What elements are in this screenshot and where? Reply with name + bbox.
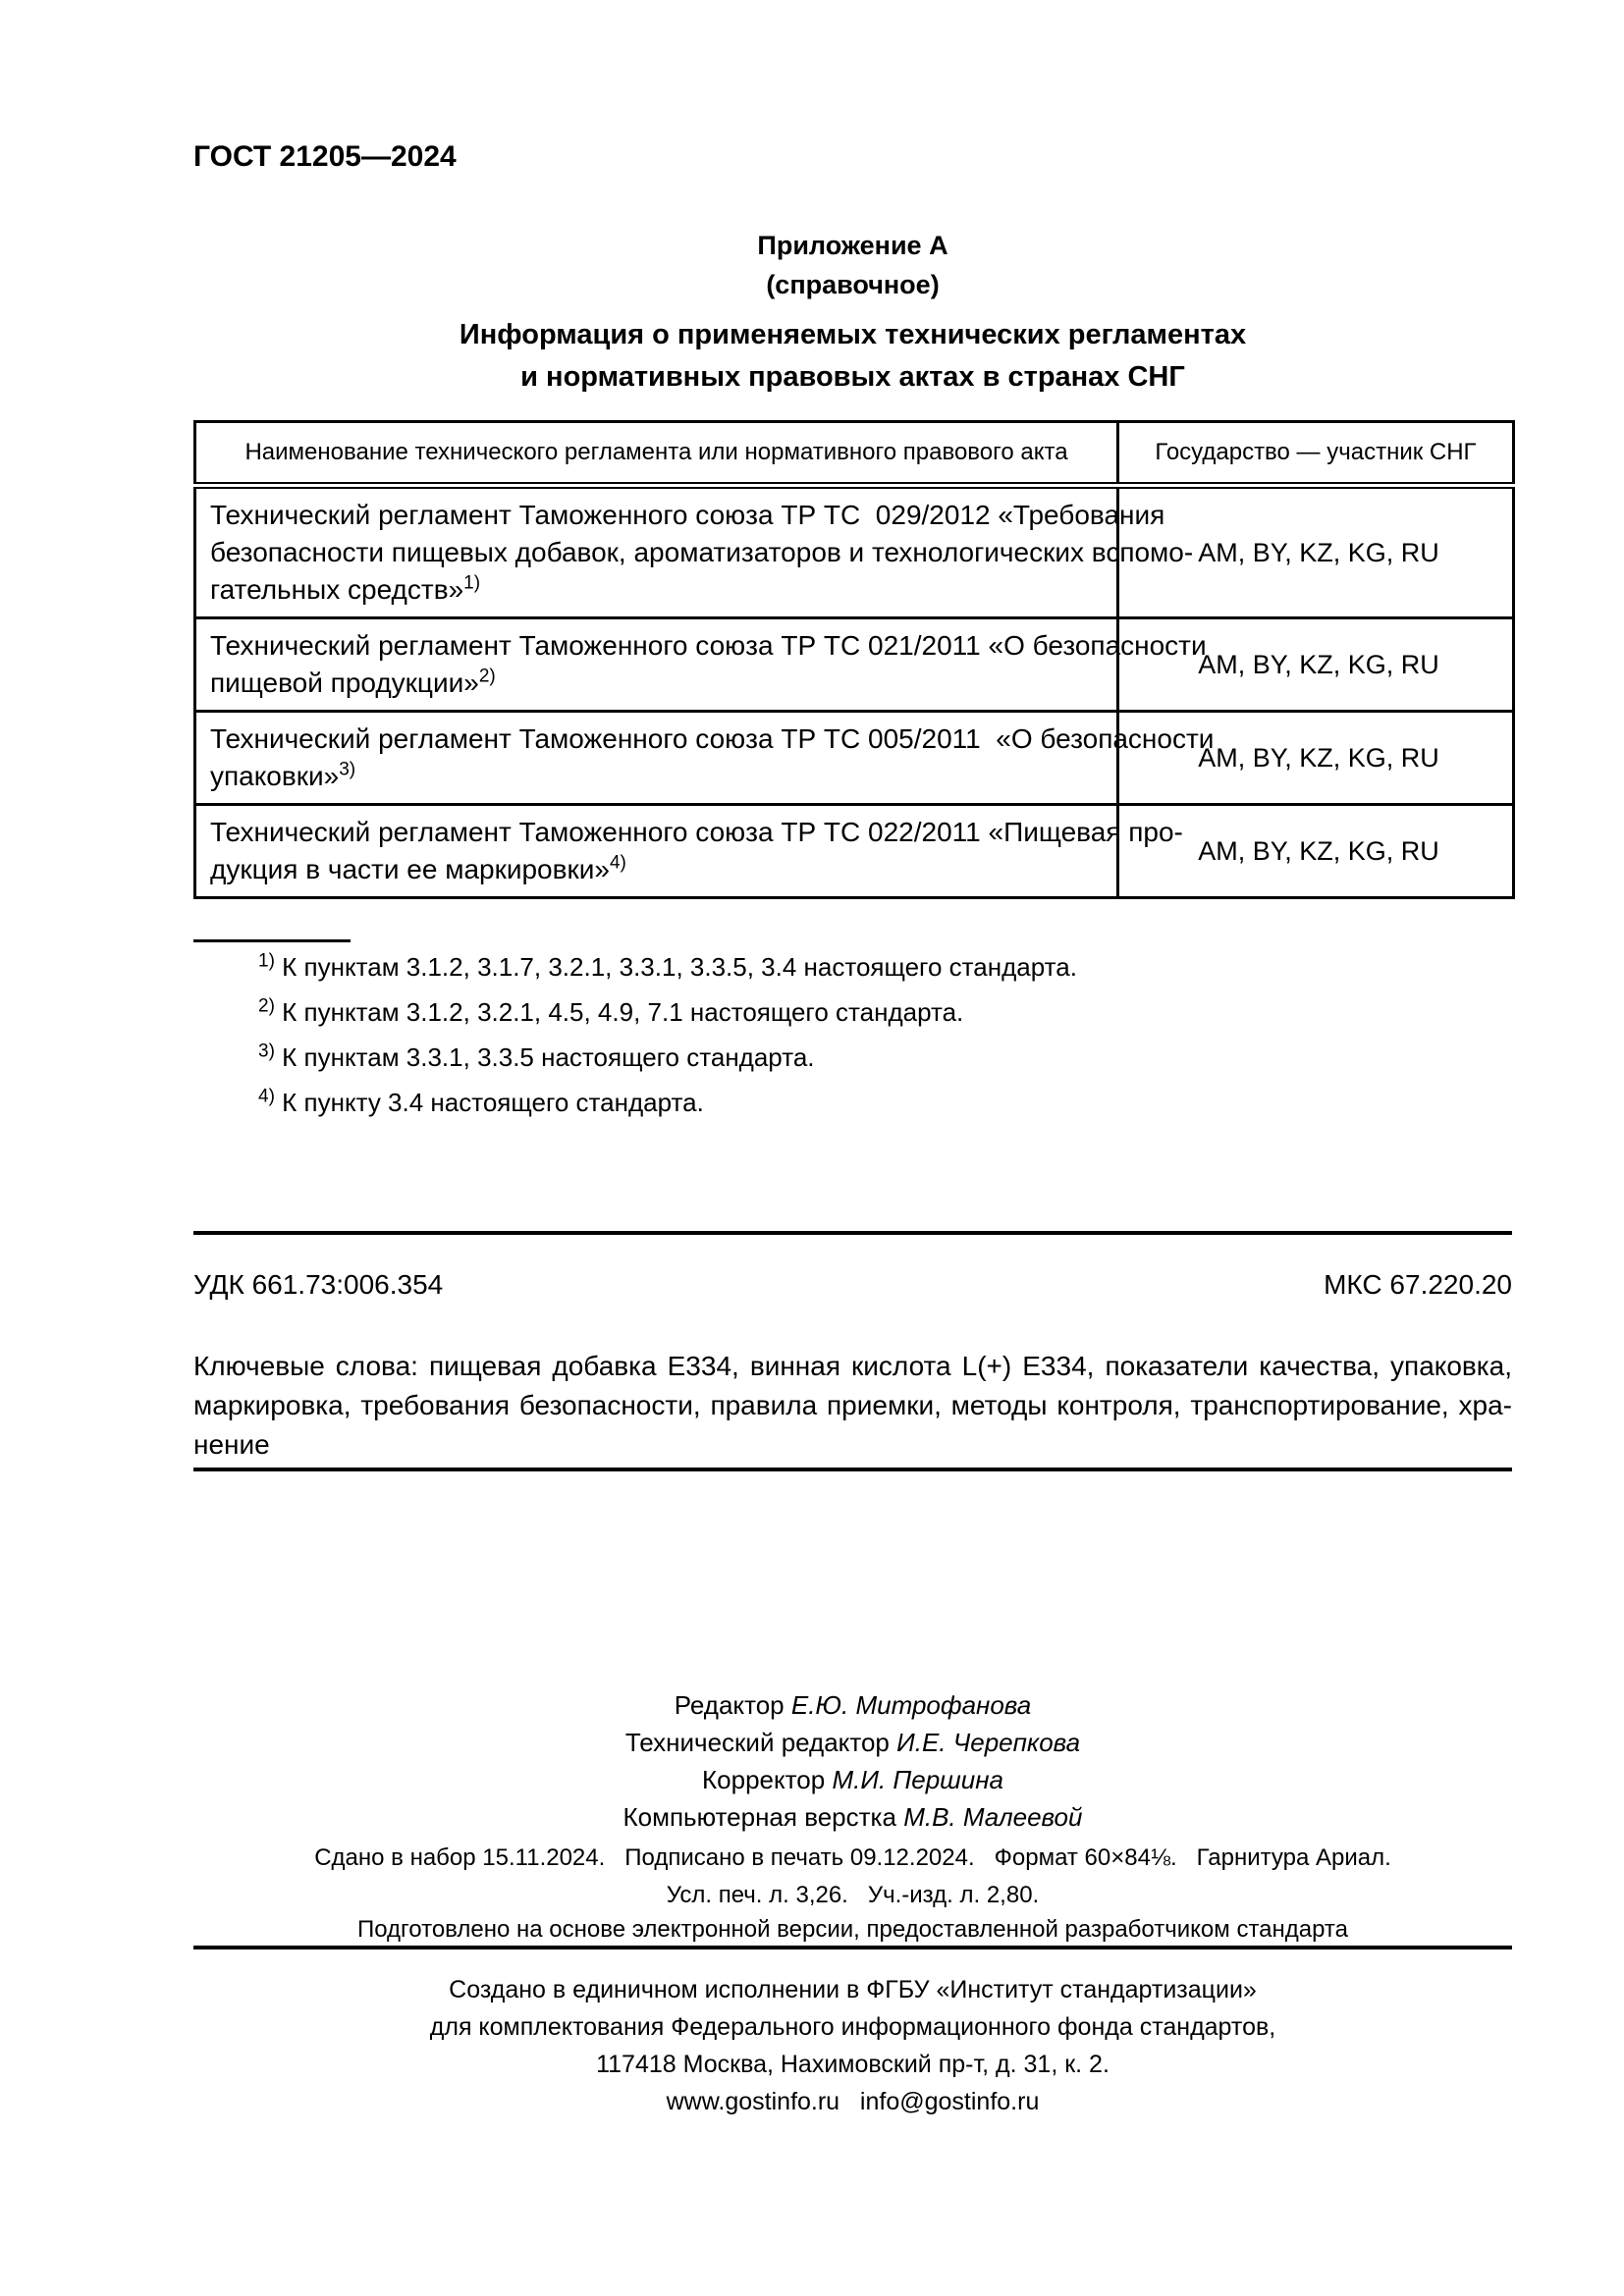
classification-line [193,1269,1512,1301]
regulation-name-line [210,665,1109,702]
states-cell: AM, BY, KZ, KG, RU [1118,486,1514,618]
regulation-name-line [210,571,1109,609]
table-header-states: Государство — участник СНГ [1118,422,1514,486]
regulation-footnote-ref: 2) [478,666,496,687]
imprint-line: Усл. печ. л. 3,26. Уч.-изд. л. 2,80. [666,1882,1040,1908]
staff-role: Редактор [674,1690,785,1720]
regulation-footnote-ref: 1) [463,572,481,594]
appendix-type: (справочное) [766,270,940,299]
footnote-rule [193,939,351,942]
doc-code: ГОСТ 21205—2024 [193,140,457,173]
staff-role: Технический редактор [624,1728,890,1757]
footnote-item [258,989,1505,1035]
footnote-ref: 4) [258,1086,275,1107]
staff-block [193,1686,1512,1836]
states-cell: AM, BY, KZ, KG, RU [1118,712,1514,805]
appendix-label: Приложение А [757,231,948,260]
footnote-text: К пунктам 3.3.1, 3.3.5 настоящего стандарта. [282,1042,815,1072]
divider-rule [193,1231,1512,1235]
regulation-name-cell [195,486,1194,618]
regulation-name-last: гательных средств» [210,574,464,605]
publisher-line: 117418 Москва, Нахимовский пр-т, д. 31, к. 2. [596,2051,1110,2078]
regulation-name-line [210,758,1109,795]
publisher-line: www.gostinfo.ru info@gostinfo.ru [666,2088,1040,2115]
table-header-name: Наименование технического регламента или нормативного правового акта [195,422,1118,486]
staff-line [193,1761,1512,1798]
footnote-item [258,1035,1505,1080]
prepared-note: Подготовлено на основе электронной версии, предоставленной разработчиком стандарта [356,1916,1349,1943]
regulation-footnote-ref: 3) [339,759,356,780]
staff-name: И.Е. Черепкова [896,1728,1081,1757]
staff-line [193,1798,1512,1836]
keywords-line: Ключевые слова: пищевая добавка Е334, винная кислота L(+) Е334, показатели качества, упаковка, [193,1351,1512,1381]
table-row [195,805,1514,898]
regulation-name-line: Технический регламент Таможенного союза ТР ТС 029/2012 «Требования [210,500,1165,530]
regulation-name-cell [195,805,1183,898]
imprint-line: Сдано в набор 15.11.2024. Подписано в печать 09.12.2024. Формат 60×84⅛. Гарнитура Ариал. [314,1844,1391,1871]
footnote-text: К пунктам 3.1.2, 3.2.1, 4.5, 4.9, 7.1 настоящего стандарта. [282,997,964,1027]
staff-name: М.И. Першина [832,1765,1003,1794]
staff-name: Е.Ю. Митрофанова [790,1690,1032,1720]
table-row [195,486,1514,618]
udk-code: УДК 661.73:006.354 [193,1269,444,1300]
footnote-text: К пунктам 3.1.2, 3.1.7, 3.2.1, 3.3.1, 3.3.5, 3.4 настоящего стандарта. [282,952,1077,982]
footnote-ref: 3) [258,1041,275,1062]
regulation-name-line: безопасности пищевых добавок, ароматизаторов и технологических вспомо- [210,537,1194,567]
footnote-text: К пункту 3.4 настоящего стандарта. [282,1088,704,1117]
regulations-table-wrapper [193,420,1512,899]
table-row [195,712,1514,805]
regulations-table [193,420,1515,899]
keywords-paragraph [193,1347,1512,1465]
page-title-line-1: Информация о применяемых технических регламентах [459,319,1247,350]
staff-line [193,1724,1512,1761]
appendix-heading [193,226,1512,304]
footnote-item [258,944,1505,989]
staff-line [193,1686,1512,1724]
footnote-item [258,1080,1505,1125]
footnotes [258,944,1505,1125]
publisher-line: Создано в единичном исполнении в ФГБУ «Институт стандартизации» [449,1976,1257,2003]
regulation-footnote-ref: 4) [609,852,626,874]
regulation-name-last: упаковки» [210,761,340,791]
staff-role: Компьютерная верстка [623,1802,896,1832]
page-title-line-2: и нормативных правовых актах в странах СНГ [520,361,1185,393]
page-title [193,314,1512,399]
states-cell: AM, BY, KZ, KG, RU [1118,618,1514,712]
divider-rule [193,1946,1512,1949]
mks-code: МКС 67.220.20 [1324,1269,1512,1300]
regulation-name-last: дукция в части ее маркировки» [210,854,610,884]
regulation-name-cell [195,618,1207,712]
regulation-name-line: Технический регламент Таможенного союза ТР ТС 021/2011 «О безопасности [210,630,1207,661]
regulation-name-last: пищевой продукции» [210,667,479,698]
publisher-line: для комплектования Федерального информационного фонда стандартов, [429,2013,1276,2041]
states-cell: AM, BY, KZ, KG, RU [1118,805,1514,898]
publisher-block [193,1971,1512,2120]
footnote-ref: 2) [258,995,275,1017]
staff-name: М.В. Малеевой [903,1802,1083,1832]
table-header-row [195,422,1514,486]
regulation-name-cell [195,712,1215,805]
keywords-line: маркировка, требования безопасности, правила приемки, методы контроля, транспортирование, хра- [193,1390,1512,1420]
regulation-name-line: Технический регламент Таможенного союза ТР ТС 022/2011 «Пищевая про- [210,817,1183,847]
regulation-name-line [210,851,1109,888]
keywords-line: нение [193,1429,270,1460]
table-row [195,618,1514,712]
footnote-ref: 1) [258,950,275,972]
regulation-name-line: Технический регламент Таможенного союза ТР ТС 005/2011 «О безопасности [210,723,1215,754]
staff-role: Корректор [702,1765,826,1794]
divider-rule [193,1468,1512,1471]
imprint-block [193,1840,1512,1914]
